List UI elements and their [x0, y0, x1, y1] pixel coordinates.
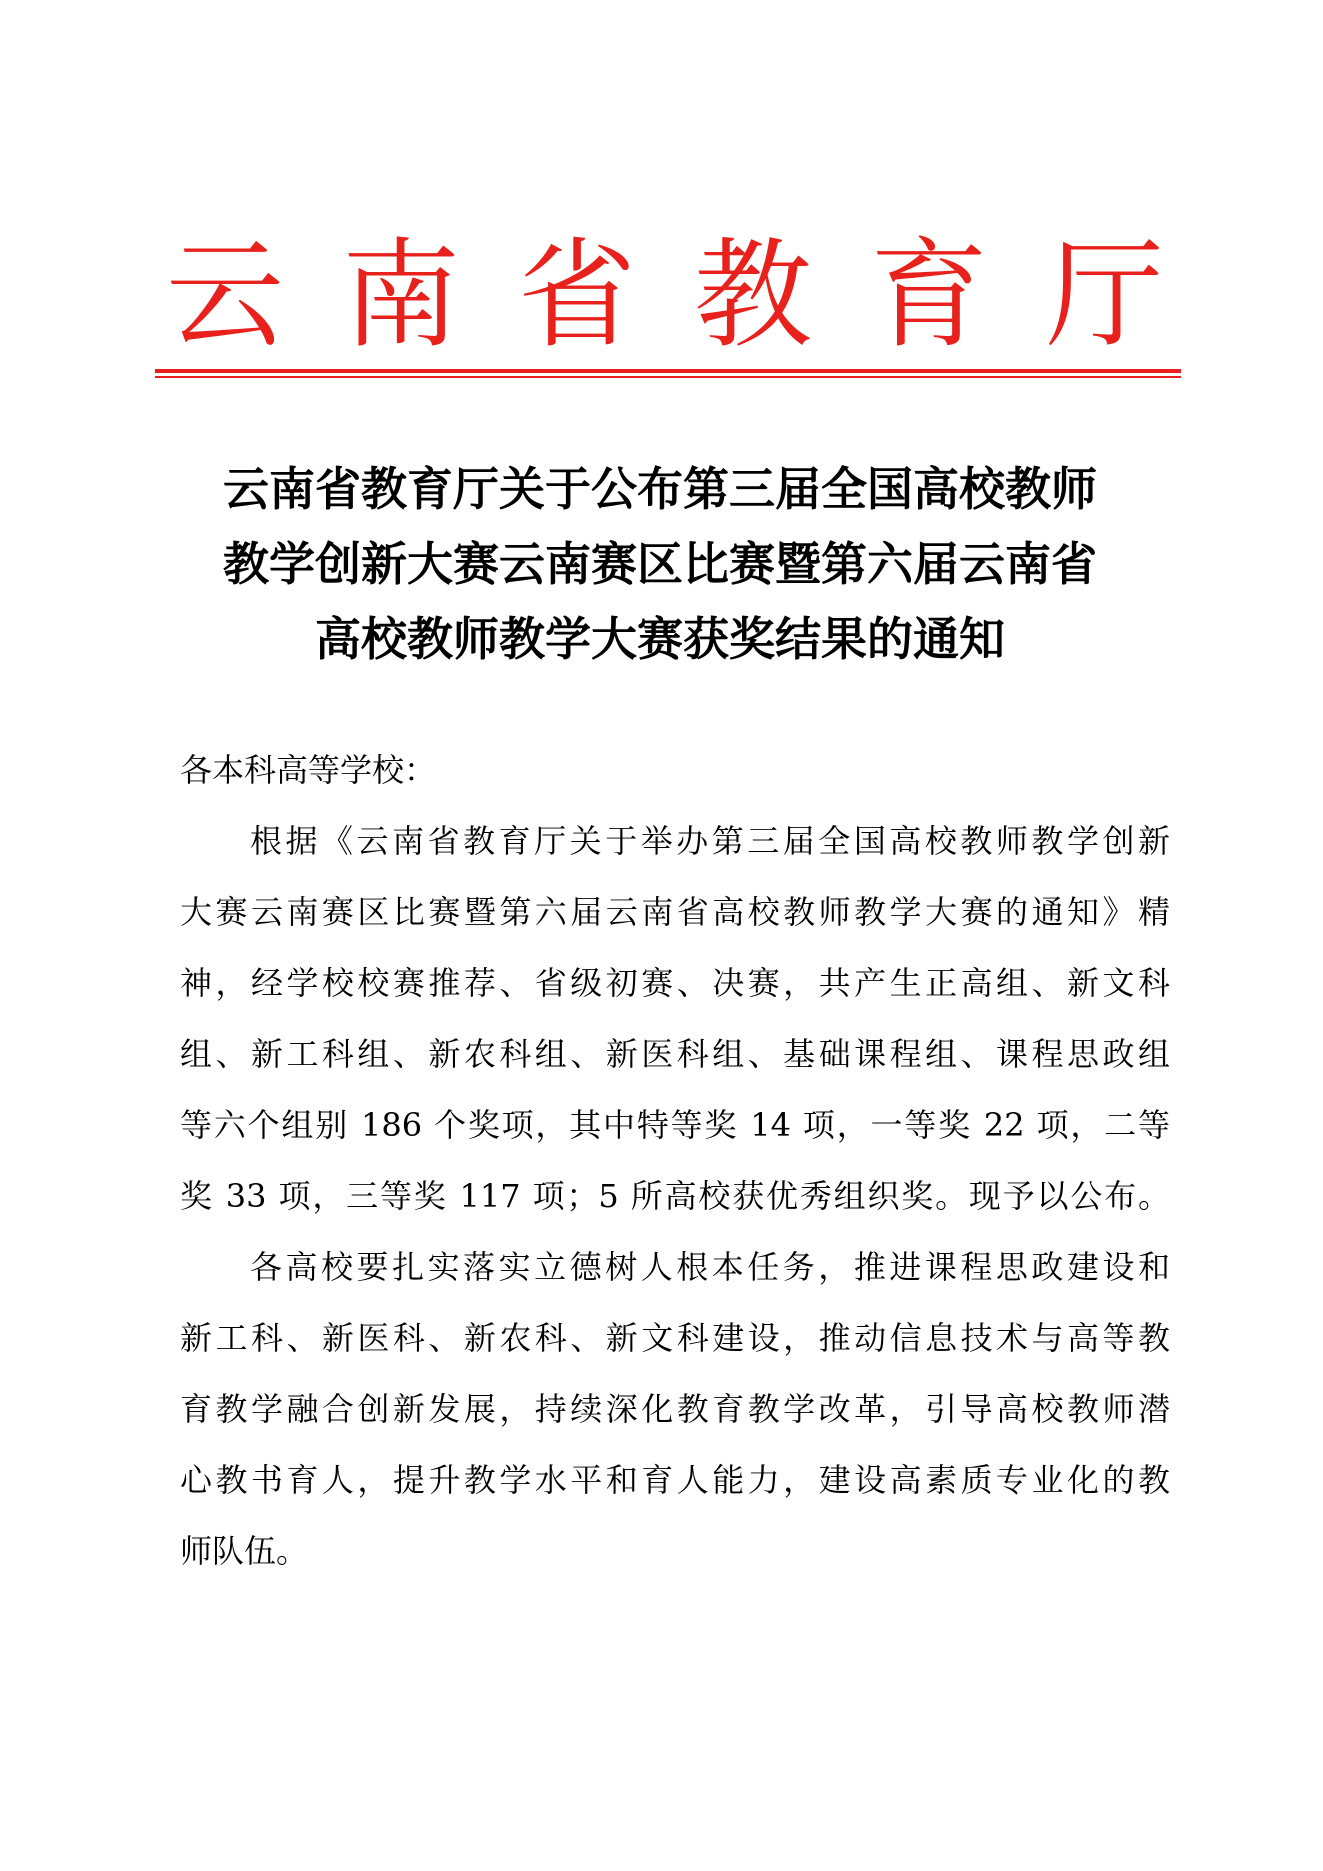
paragraph-1-line: 等六个组别 186 个奖项，其中特等奖 14 项，一等奖 22 项，二等 — [180, 1106, 1170, 1144]
salutation: 各本科高等学校： — [180, 751, 437, 789]
title-line: 教学创新大赛云南赛区比赛暨第六届云南省 — [223, 537, 1097, 591]
paragraph-2-line: 心教书育人，提升教学水平和育人能力，建设高素质专业化的教 — [180, 1461, 1170, 1499]
title-line: 云南省教育厅关于公布第三届全国高校教师 — [223, 462, 1097, 516]
masthead-char: 教 — [693, 226, 812, 364]
masthead — [155, 225, 1175, 365]
title-line: 高校教师教学大赛获奖结果的通知 — [315, 612, 1005, 666]
paragraph-2-line: 育教学融合创新发展，持续深化教育教学改革，引导高校教师潜 — [180, 1390, 1170, 1428]
masthead-char: 南 — [341, 226, 460, 364]
paragraph-1-line: 奖 33 项，三等奖 117 项；5 所高校获优秀组织奖。现予以公布。 — [180, 1177, 1170, 1215]
masthead-rule-thin — [155, 376, 1181, 378]
masthead-char: 育 — [869, 226, 988, 364]
masthead-rule — [155, 369, 1181, 373]
document-body — [180, 735, 1170, 1587]
paragraph-2-line: 新工科、新医科、新农科、新文科建设，推动信息技术与高等教 — [180, 1319, 1170, 1357]
paragraph-1-line: 组、新工科组、新农科组、新医科组、基础课程组、课程思政组 — [180, 1035, 1170, 1073]
paragraph-2-line: 师队伍。 — [180, 1532, 309, 1570]
paragraph-1-line: 神，经学校校赛推荐、省级初赛、决赛，共产生正高组、新文科 — [180, 964, 1170, 1002]
paragraph-2-line: 各高校要扎实落实立德树人根本任务，推进课程思政建设和 — [250, 1248, 1170, 1286]
masthead-char: 省 — [517, 226, 636, 364]
paragraph-1-line: 根据《云南省教育厅关于举办第三届全国高校教师教学创新 — [250, 822, 1170, 860]
masthead-char: 厅 — [1045, 226, 1164, 364]
document-title — [160, 452, 1160, 677]
paragraph-1-line: 大赛云南赛区比赛暨第六届云南省高校教师教学大赛的通知》精 — [180, 893, 1170, 931]
masthead-char: 云 — [165, 226, 284, 364]
